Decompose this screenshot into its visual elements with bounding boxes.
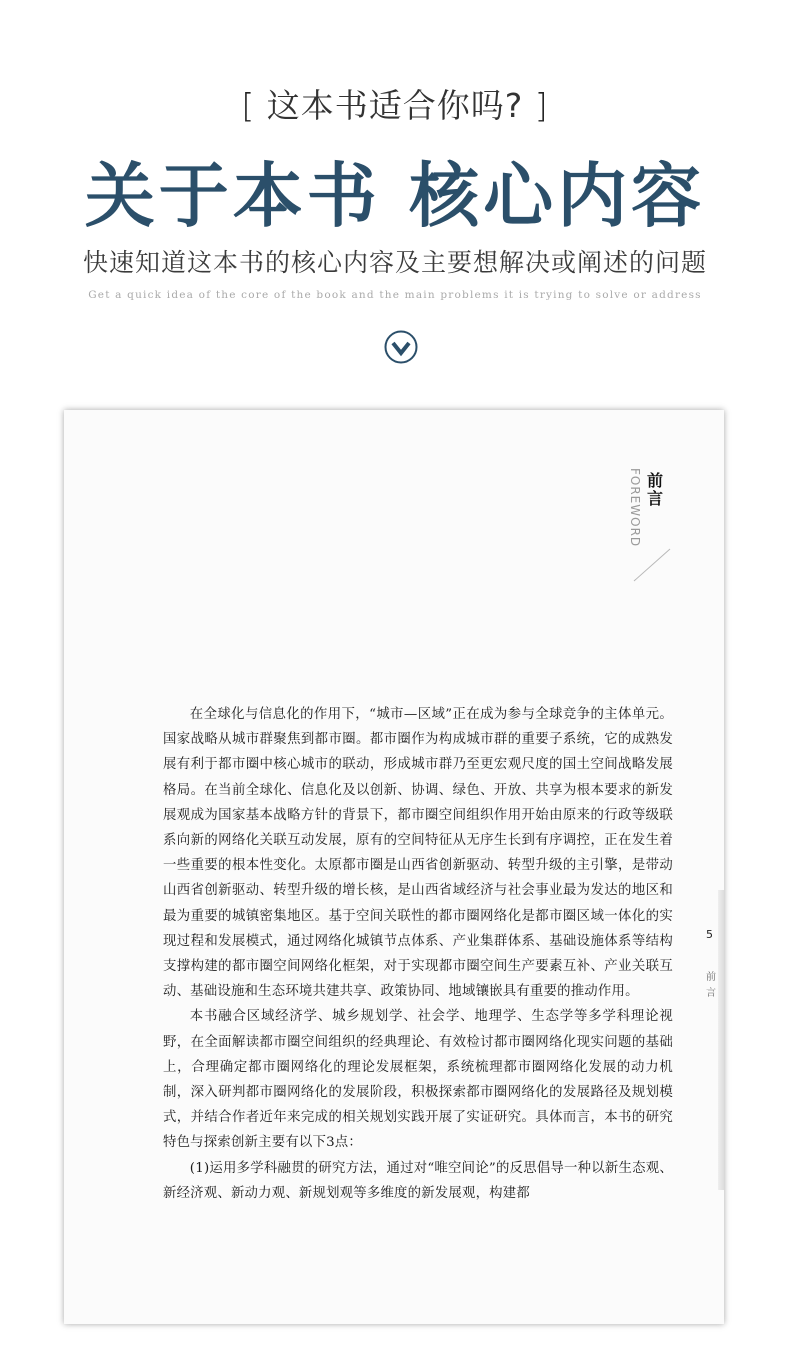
page-number: 5 xyxy=(706,928,713,941)
question-heading xyxy=(0,80,790,127)
foreword-english-label: FOREWORD xyxy=(628,468,642,548)
header-section xyxy=(0,0,790,400)
decorative-diagonal-line xyxy=(632,547,672,583)
side-tab-label: 前言 xyxy=(706,972,716,999)
page-title: 关于本书 核心内容 xyxy=(84,154,706,237)
foreword-heading: 前言 xyxy=(647,471,664,508)
question-close-bracket: ] xyxy=(534,86,549,125)
page-edge-shadow xyxy=(718,890,724,1190)
foreword-body xyxy=(163,702,673,1206)
chevron-down-circle-icon[interactable] xyxy=(384,330,418,364)
paragraph: 本书融合区域经济学、城乡规划学、社会学、地理学、生态学等多学科理论视野，在全面解读都市圈空间组织的经典理论、有效检讨都市圈网络化现实问题的基础上，合理确定都市圈网络化的理论发展框架，系统梳理都市圈网络化发展的动力机制，深入研判都市圈网络化的发展阶段，积极探索都市圈网络化的发展路径及规划模式，并结合作者近年来完成的相关规划实践开展了实证研究。具体而言，本书的研究特色与探索创新主要有以下3点： xyxy=(163,1009,673,1151)
subtitle: 快速知道这本书的核心内容及主要想解决或阐述的问题 xyxy=(82,248,707,277)
paragraph: (1)运用多学科融贯的研究方法，通过对“唯空间论”的反思倡导一种以新生态观、新经济观、新动力观、新规划观等多维度的新发展观，构建都 xyxy=(163,1160,673,1201)
subtitle-english: Get a quick idea of the core of the book and the main problems it is trying to solve or address xyxy=(88,289,702,301)
book-page xyxy=(64,410,724,1324)
paragraph: 在全球化与信息化的作用下，“城市—区域”正在成为参与全球竞争的主体单元。国家战略从城市群聚焦到都市圈。都市圈作为构成城市群的重要子系统，它的成熟发展有利于都市圈中核心城市的联动，形成城市群乃至更宏观尺度的国土空间战略发展格局。在当前全球化、信息化及以创新、协调、绿色、开放、共享为根本要求的新发展观成为国家基本战略方针的背景下，都市圈空间组织作用开始由原来的行政等级联系向新的网络化关联互动发展，原有的空间特征从无序生长到有序调控，正在发生着一些重要的根本性变化。太原都市圈是山西省创新驱动、转型升级的主引擎，是带动山西省创新驱动、转型升级的增长核，是山西省域经济与社会事业最为发达的地区和最为重要的城镇密集地区。基于空间关联性的都市圈网络化是都市圈区域一体化的实现过程和发展模式，通过网络化城镇节点体系、产业集群体系、基础设施体系等结构支撑构建的都市圈空间网络化框架，对于实现都市圈空间生产要素互补、产业关联互动、基础设施和生态环境共建共享、政策协同、地域镶嵌具有重要的推动作用。 xyxy=(163,707,673,1000)
question-open-bracket: [ xyxy=(241,86,256,125)
question-text: 这本书适合你吗? xyxy=(266,86,524,125)
